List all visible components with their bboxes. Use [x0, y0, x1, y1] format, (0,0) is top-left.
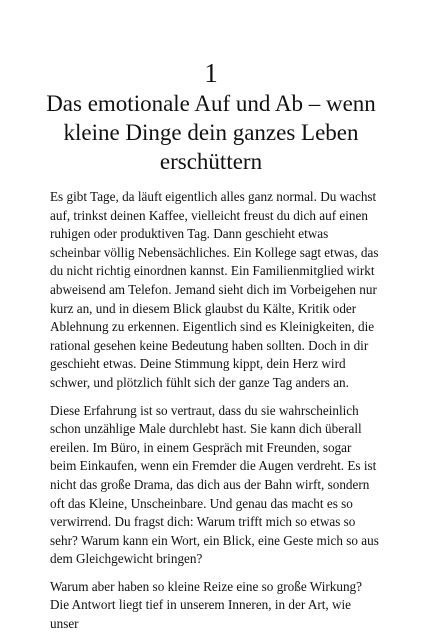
paragraph: Diese Erfahrung ist so vertraut, dass du sie wahrscheinlich schon unzählige Male durchlebt hast. Sie kann dich überall ereilen. Im Büro, in einem Gespräch mit Freunden, sogar beim Einkaufen, wenn ein Fremder die Augen verdreht. Es ist nicht das große Drama, das dich aus der Bahn wirft, sondern oft das Kleine, Unscheinbare. Und genau das macht es so verwirrend. Du fragst dich: Warum trifft mich so etwas so sehr? Warum kann ein Wort, ein Blick, eine Geste mich so aus dem Gleichgewicht bringen? — [50, 402, 379, 567]
chapter-number: 1 — [204, 58, 218, 88]
chapter-body — [50, 188, 380, 643]
paragraph: Warum aber haben so kleine Reize eine so große Wirkung? Die Antwort liegt tief in unserem Inneren, in der Art, wie unser — [50, 578, 362, 632]
chapter-title: Das emotionale Auf und Ab – wenn kleine Dinge dein ganzes Leben erschüttern — [46, 91, 376, 174]
paragraph: Es gibt Tage, da läuft eigentlich alles ganz normal. Du wachst auf, trinkst deinen Kaffee, vielleicht freust du dich auf einen ruhigen oder produktiven Tag. Dann geschieht etwas scheinbar völlig Nebensächliches. Ein Kollege sagt etwas, das du nicht richtig einordnen kannst. Ein Familienmitglied wirkt abweisend am Telefon. Jemand sieht dich im Vorbeigehen nur kurz an, und in diesem Blick glaubst du Kälte, Kritik oder Ablehnung zu erkennen. Eigentlich sind es Kleinigkeiten, die rational gesehen keine Bedeutung haben sollten. Doch in dir geschieht etwas. Deine Stimmung kippt, dein Herz wird schwer, und plötzlich fühlt sich der ganze Tag anders an. — [50, 189, 379, 390]
